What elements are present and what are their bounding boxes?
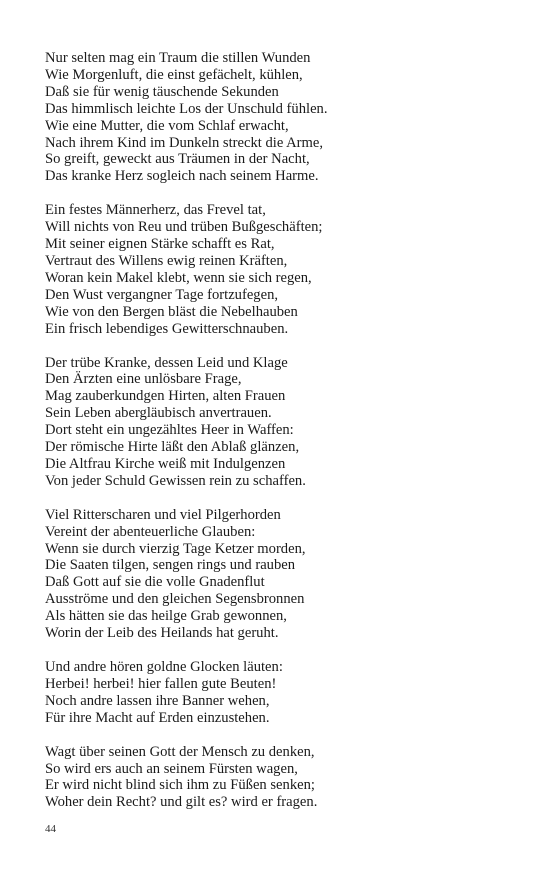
poem-line: Wie eine Mutter, die vom Schlaf erwacht,: [45, 117, 289, 134]
poem-line: Ein festes Männerherz, das Frevel tat,: [45, 202, 266, 219]
poem-line: Vereint der abenteuerliche Glauben:: [45, 523, 256, 540]
poem-line: Will nichts von Reu und trüben Bußgeschäften;: [45, 219, 323, 236]
poem-line: Vertraut des Willens ewig reinen Kräften,: [45, 252, 288, 269]
poem-line: Daß Gott auf sie die volle Gnadenflut: [45, 574, 265, 591]
poem-line: Als hätten sie das heilge Grab gewonnen,: [45, 608, 287, 625]
poem-line: Die Altfrau Kirche weiß mit Indulgenzen: [45, 455, 286, 472]
poem-line: Woher dein Recht? und gilt es? wird er fragen.: [45, 794, 318, 811]
poem-line: Wie von den Bergen bläst die Nebelhauben: [45, 303, 298, 320]
poem-line: So greift, geweckt aus Träumen in der Nacht,: [45, 151, 310, 168]
poem-line: Woran kein Makel klebt, wenn sie sich regen,: [45, 269, 312, 286]
poem-line: Für ihre Macht auf Erden einzustehen.: [45, 709, 270, 726]
poem-line: Nur selten mag ein Traum die stillen Wunden: [45, 50, 311, 66]
poem-line: Von jeder Schuld Gewissen rein zu schaffen.: [45, 472, 306, 489]
poem-line: Und andre hören goldne Glocken läuten:: [45, 659, 283, 675]
poem-line: Nach ihrem Kind im Dunkeln streckt die Arme,: [45, 134, 324, 151]
poem-line: Viel Ritterscharen und viel Pilgerhorden: [45, 506, 281, 523]
stanza: [45, 744, 525, 812]
poem-text: [45, 50, 525, 828]
poem-line: Er wird nicht blind sich ihm zu Füßen senken;: [45, 777, 315, 794]
poem-line: Noch andre lassen ihre Banner wehen,: [45, 692, 270, 709]
poem-line: Der trübe Kranke, dessen Leid und Klage: [45, 354, 288, 371]
poem-line: Das kranke Herz sogleich nach seinem Harme.: [45, 168, 319, 185]
poem-line: Daß sie für wenig täuschende Sekunden: [45, 83, 279, 100]
poem-line: Der römische Hirte läßt den Ablaß glänzen,: [45, 439, 300, 456]
stanza: [45, 507, 525, 642]
stanza: [45, 659, 525, 727]
poem-line: Worin der Leib des Heilands hat geruht.: [45, 625, 279, 642]
stanza: [45, 202, 525, 337]
poem-line: So wird ers auch an seinem Fürsten wagen,: [45, 760, 298, 777]
poem-line: Dort steht ein ungezähltes Heer in Waffen:: [45, 422, 294, 439]
poem-line: Die Saaten tilgen, sengen rings und rauben: [45, 557, 296, 574]
poem-line: Ausströme und den gleichen Segensbronnen: [45, 591, 305, 608]
stanza: [45, 355, 525, 490]
stanza: [45, 50, 525, 185]
poem-line: Wagt über seinen Gott der Mensch zu denken,: [45, 743, 315, 760]
poem-line: Mit seiner eignen Stärke schafft es Rat,: [45, 236, 275, 253]
poem-line: Das himmlisch leichte Los der Unschuld fühlen.: [45, 100, 328, 117]
poem-line: Mag zauberkundgen Hirten, alten Frauen: [45, 388, 286, 405]
poem-line: Sein Leben abergläubisch anvertrauen.: [45, 405, 272, 422]
poem-line: Herbei! herbei! hier fallen gute Beuten!: [45, 675, 277, 692]
poem-line: Wie Morgenluft, die einst gefächelt, kühlen,: [45, 66, 303, 83]
page-number: 44: [45, 823, 56, 835]
poem-line: Ein frisch lebendiges Gewitterschnauben.: [45, 320, 289, 337]
poem-line: Den Ärzten eine unlösbare Frage,: [45, 371, 242, 388]
poem-line: Den Wust vergangner Tage fortzufegen,: [45, 286, 279, 303]
poem-line: Wenn sie durch vierzig Tage Ketzer morden,: [45, 540, 306, 557]
